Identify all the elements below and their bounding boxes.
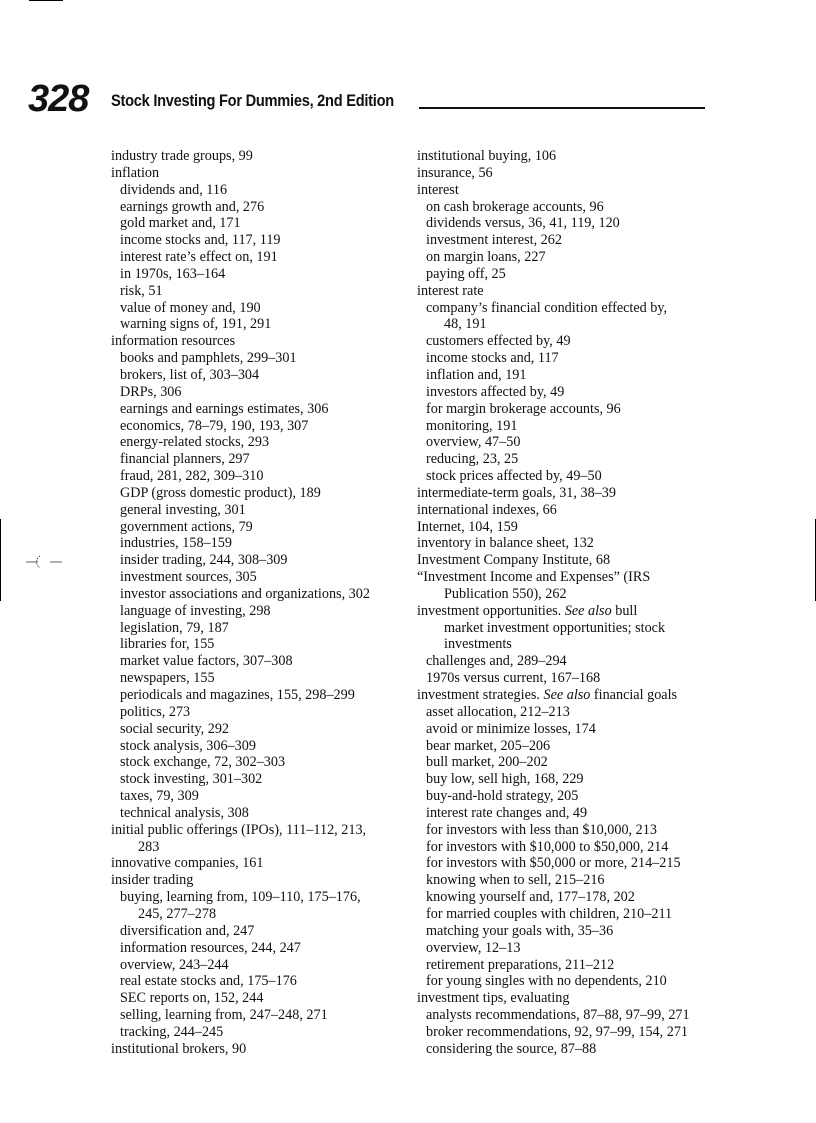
index-subentry (111, 653, 411, 670)
index-subentry (111, 889, 411, 923)
entry-text: investment interest, 262 (426, 232, 562, 249)
entry-text: customers effected by, 49 (426, 333, 571, 350)
entry-text: taxes, 79, 309 (120, 788, 199, 805)
entry-text: “Investment Income and Expenses” (IRS (417, 569, 651, 586)
index-subentry (111, 586, 411, 603)
index-subentry (111, 1024, 411, 1041)
entry-text: inventory in balance sheet, 132 (417, 535, 594, 552)
entry-text: insurance, 56 (417, 164, 493, 181)
index-subentry (111, 788, 411, 805)
index-subentry (111, 771, 411, 788)
entry-text: overview, 12–13 (426, 939, 521, 956)
entry-text: broker recommendations, 92, 97–99, 154, 271 (426, 1023, 689, 1040)
index-subentry (417, 721, 712, 738)
entry-text: for investors with less than $10,000, 213 (426, 821, 657, 838)
entry-text: economics, 78–79, 190, 193, 307 (120, 417, 309, 434)
entry-text: fraud, 281, 282, 309–310 (120, 468, 264, 485)
entry-text: books and pamphlets, 299–301 (120, 350, 297, 367)
entry-text: income stocks and, 117, 119 (120, 232, 281, 249)
entry-text: Investment Company Institute, 68 (417, 552, 611, 569)
registration-mark-icon (26, 552, 66, 572)
entry-text: stock investing, 301–302 (120, 771, 263, 788)
index-subentry (417, 215, 712, 232)
index-subentry (417, 1024, 712, 1041)
entry-text: legislation, 79, 187 (120, 619, 229, 636)
entry-text: company’s financial condition effected by, (426, 299, 668, 316)
entry-text: selling, learning from, 247–248, 271 (120, 1007, 328, 1024)
index-entry (111, 148, 411, 165)
entry-continuation: 245, 277–278 (138, 905, 217, 922)
index-subentry (417, 788, 712, 805)
index-subentry (111, 1007, 411, 1024)
entry-text: earnings and earnings estimates, 306 (120, 400, 329, 417)
index-subentry (111, 485, 411, 502)
index-entry (111, 333, 411, 350)
entry-text: asset allocation, 212–213 (426, 703, 570, 720)
entry-text: social security, 292 (120, 720, 230, 737)
entry-text: dividends versus, 36, 41, 119, 120 (426, 215, 620, 232)
crop-mark (29, 0, 63, 1)
entry-continuation: investments (444, 636, 512, 653)
see-also-target: financial goals (590, 687, 678, 703)
index-subentry (111, 805, 411, 822)
entry-text: for married couples with children, 210–211 (426, 905, 673, 922)
index-subentry (111, 973, 411, 990)
entry-text: stock exchange, 72, 302–303 (120, 754, 286, 771)
entry-text: for margin brokerage accounts, 96 (426, 400, 621, 417)
entry-text: inflation and, 191 (426, 366, 527, 383)
index-subentry (417, 973, 712, 990)
entry-text: retirement preparations, 211–212 (426, 956, 615, 973)
entry-text: dividends and, 116 (120, 181, 228, 198)
index-subentry (111, 232, 411, 249)
entry-text: matching your goals with, 35–36 (426, 922, 614, 939)
entry-text: investment strategies. (417, 687, 544, 703)
entry-text: language of investing, 298 (120, 602, 271, 619)
entry-text: SEC reports on, 152, 244 (120, 990, 264, 1007)
index-subentry (111, 300, 411, 317)
entry-text: knowing when to sell, 215–216 (426, 872, 605, 889)
index-column-right (417, 148, 712, 1058)
entry-text: 1970s versus current, 167–168 (426, 670, 601, 687)
entry-text: DRPs, 306 (120, 383, 182, 400)
entry-text: stock analysis, 306–309 (120, 737, 256, 754)
index-entry (111, 872, 411, 889)
see-also-label: See also (543, 687, 591, 703)
index-subentry (417, 957, 712, 974)
entry-text: reducing, 23, 25 (426, 451, 519, 468)
index-subentry (417, 266, 712, 283)
index-subentry (417, 889, 712, 906)
index-subentry (111, 266, 411, 283)
index-entry (111, 822, 411, 856)
entry-text: overview, 47–50 (426, 434, 521, 451)
index-subentry (111, 636, 411, 653)
entry-text: buy low, sell high, 168, 229 (426, 771, 584, 788)
entry-continuation: 48, 191 (444, 316, 487, 333)
entry-text: on margin loans, 227 (426, 249, 546, 266)
index-subentry (417, 199, 712, 216)
index-entry (111, 855, 411, 872)
entry-text: gold market and, 171 (120, 215, 241, 232)
index-subentry (111, 940, 411, 957)
index-subentry (111, 350, 411, 367)
index-subentry (111, 670, 411, 687)
index-entry (417, 283, 712, 300)
entry-text: earnings growth and, 276 (120, 198, 265, 215)
index-subentry (417, 350, 712, 367)
index-entry (417, 165, 712, 182)
entry-text: considering the source, 87–88 (426, 1040, 597, 1057)
entry-text: innovative companies, 161 (111, 855, 264, 872)
index-subentry (111, 316, 411, 333)
index-subentry (417, 333, 712, 350)
entry-text: technical analysis, 308 (120, 804, 249, 821)
entry-text: interest rate changes and, 49 (426, 804, 588, 821)
header-rule (419, 107, 705, 109)
index-subentry (111, 535, 411, 552)
index-entry (417, 569, 712, 603)
entry-text: insider trading (111, 872, 194, 889)
index-subentry (111, 451, 411, 468)
index-subentry (417, 906, 712, 923)
entry-text: libraries for, 155 (120, 636, 215, 653)
entry-text: industries, 158–159 (120, 535, 232, 552)
entry-text: real estate stocks and, 175–176 (120, 973, 297, 990)
entry-text: tracking, 244–245 (120, 1023, 224, 1040)
entry-text: newspapers, 155 (120, 670, 215, 687)
index-subentry (111, 367, 411, 384)
entry-text: investors affected by, 49 (426, 383, 565, 400)
index-subentry (111, 603, 411, 620)
entry-text: investment opportunities. (417, 602, 565, 619)
entry-text: value of money and, 190 (120, 299, 261, 316)
entry-text: risk, 51 (120, 282, 163, 299)
index-subentry (417, 1041, 712, 1058)
index-entry (417, 148, 712, 165)
index-subentry (111, 434, 411, 451)
index-subentry (417, 805, 712, 822)
index-subentry (111, 721, 411, 738)
entry-text: information resources, 244, 247 (120, 939, 301, 956)
entry-text: on cash brokerage accounts, 96 (426, 198, 604, 215)
index-subentry (417, 872, 712, 889)
index-subentry (417, 670, 712, 687)
index-subentry (111, 519, 411, 536)
index-subentry (111, 754, 411, 771)
registration-line-left (0, 519, 1, 601)
entry-text: international indexes, 66 (417, 501, 557, 518)
entry-text: warning signs of, 191, 291 (120, 316, 272, 333)
entry-text: challenges and, 289–294 (426, 653, 567, 670)
entry-text: insider trading, 244, 308–309 (120, 552, 288, 569)
index-subentry (111, 687, 411, 704)
entry-text: institutional buying, 106 (417, 148, 557, 164)
entry-text: interest (417, 181, 459, 198)
index-subentry (417, 468, 712, 485)
index-subentry (417, 401, 712, 418)
entry-text: initial public offerings (IPOs), 111–112, 213, (111, 821, 367, 838)
index-subentry (417, 771, 712, 788)
entry-text: interest rate’s effect on, 191 (120, 249, 278, 266)
entry-text: analysts recommendations, 87–88, 97–99, 271 (426, 1007, 690, 1024)
index-subentry (417, 232, 712, 249)
index-subentry (111, 502, 411, 519)
see-also-target: bull (611, 602, 638, 619)
index-subentry (111, 182, 411, 199)
entry-text: periodicals and magazines, 155, 298–299 (120, 687, 355, 703)
index-entry (417, 519, 712, 536)
entry-text: stock prices affected by, 49–50 (426, 468, 602, 485)
entry-text: overview, 243–244 (120, 956, 229, 973)
index-entry (417, 535, 712, 552)
entry-text: general investing, 301 (120, 501, 246, 518)
entry-text: GDP (gross domestic product), 189 (120, 484, 321, 501)
entry-text: investment tips, evaluating (417, 990, 570, 1007)
index-subentry (417, 249, 712, 266)
entry-text: knowing yourself and, 177–178, 202 (426, 889, 635, 906)
index-subentry (417, 451, 712, 468)
index-subentry (417, 822, 712, 839)
index-subentry (417, 738, 712, 755)
index-subentry (417, 384, 712, 401)
index-entry (111, 165, 411, 182)
index-subentry (111, 249, 411, 266)
index-subentry (111, 569, 411, 586)
index-subentry (111, 620, 411, 637)
entry-text: investment sources, 305 (120, 569, 257, 586)
entry-text: Internet, 104, 159 (417, 518, 518, 535)
index-subentry (111, 923, 411, 940)
entry-text: bull market, 200–202 (426, 754, 548, 771)
entry-text: monitoring, 191 (426, 417, 518, 434)
entry-text: institutional brokers, 90 (111, 1040, 247, 1057)
entry-text: investor associations and organizations, 302 (120, 585, 370, 602)
index-subentry (417, 940, 712, 957)
entry-text: for investors with $10,000 to $50,000, 214 (426, 838, 669, 855)
entry-text: energy-related stocks, 293 (120, 434, 270, 451)
entry-text: inflation (111, 164, 160, 181)
index-subentry (111, 468, 411, 485)
entry-continuation: market investment opportunities; stock (444, 619, 666, 636)
index-entry (417, 485, 712, 502)
index-subentry (417, 367, 712, 384)
index-subentry (111, 957, 411, 974)
index-entry (417, 552, 712, 569)
index-subentry (417, 855, 712, 872)
index-subentry (417, 754, 712, 771)
index-subentry (417, 300, 712, 334)
index-entry (111, 1041, 411, 1058)
index-subentry (111, 283, 411, 300)
entry-text: income stocks and, 117 (426, 350, 559, 367)
book-title: Stock Investing For Dummies, 2nd Edition (111, 91, 394, 110)
index-entry (417, 603, 712, 654)
entry-text: interest rate (417, 282, 484, 299)
entry-text: avoid or minimize losses, 174 (426, 720, 596, 737)
entry-text: in 1970s, 163–164 (120, 265, 226, 282)
entry-text: for investors with $50,000 or more, 214–215 (426, 855, 681, 872)
index-entry (417, 502, 712, 519)
index-subentry (111, 418, 411, 435)
index-subentry (111, 384, 411, 401)
entry-text: financial planners, 297 (120, 451, 250, 468)
entry-text: market value factors, 307–308 (120, 653, 293, 670)
entry-text: paying off, 25 (426, 265, 506, 282)
index-subentry (111, 704, 411, 721)
index-subentry (111, 990, 411, 1007)
index-subentry (417, 704, 712, 721)
entry-text: for young singles with no dependents, 210 (426, 973, 667, 990)
index-entry (417, 990, 712, 1007)
entry-text: government actions, 79 (120, 518, 253, 535)
index-subentry (111, 199, 411, 216)
entry-text: politics, 273 (120, 703, 191, 720)
page-header (28, 80, 718, 120)
index-subentry (111, 738, 411, 755)
entry-text: buy-and-hold strategy, 205 (426, 788, 579, 805)
index-subentry (111, 552, 411, 569)
index-subentry (417, 839, 712, 856)
entry-continuation: 283 (138, 838, 160, 855)
entry-text: buying, learning from, 109–110, 175–176, (120, 889, 361, 906)
index-entry (417, 182, 712, 199)
index-column-left (111, 148, 411, 1058)
index-subentry (417, 434, 712, 451)
index-subentry (417, 1007, 712, 1024)
entry-text: diversification and, 247 (120, 922, 255, 939)
index-subentry (111, 401, 411, 418)
entry-text: industry trade groups, 99 (111, 148, 253, 164)
index-subentry (111, 215, 411, 232)
see-also-label: See also (564, 602, 612, 619)
entry-text: information resources (111, 333, 236, 350)
entry-continuation: Publication 550), 262 (444, 585, 567, 602)
index-subentry (417, 418, 712, 435)
index-entry (417, 687, 712, 704)
entry-text: bear market, 205–206 (426, 737, 551, 754)
entry-text: intermediate-term goals, 31, 38–39 (417, 484, 616, 501)
page-number: 328 (28, 78, 89, 120)
index-subentry (417, 923, 712, 940)
entry-text: brokers, list of, 303–304 (120, 366, 260, 383)
index-subentry (417, 653, 712, 670)
